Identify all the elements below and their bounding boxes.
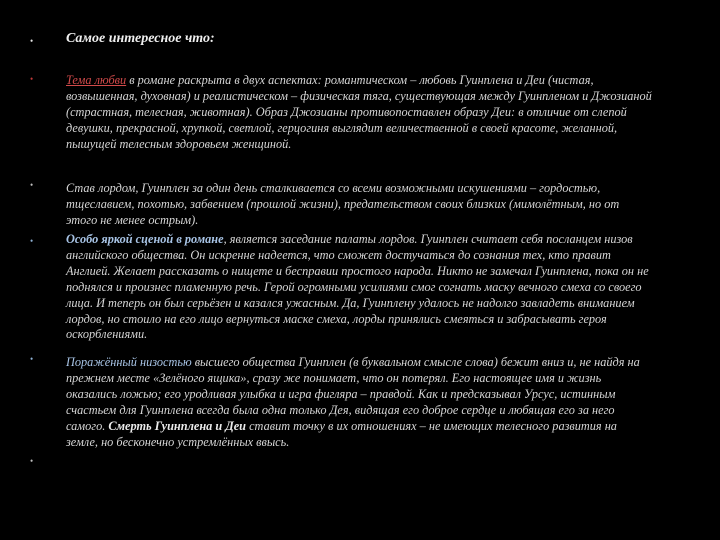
bullet-6: • bbox=[30, 456, 34, 466]
paragraph-ending bbox=[66, 355, 652, 450]
ending-text: высшего общества Гуинплен (в буквальном смысле слова) бежит вниз и, не найдя на прежнем месте «Зелёного ящика», сразу же понимает, что он потерял. Его настоящее имя и жизнь оказались ложью; его уродливая улыбка и игра фигляра – правдой. Как и предсказывал Урсус, истинным счастьем для Гуинплена всегда была одна только Дея, видящая его доброе сердце и любящая его за него самого. bbox=[66, 355, 640, 433]
love-theme-link[interactable]: Тема любви bbox=[66, 73, 127, 87]
lords-scene-highlight: Особо яркой сценой в романе bbox=[66, 232, 224, 246]
ending-highlight: Поражённый низостью bbox=[66, 355, 192, 369]
lord-temptations-text: Став лордом, Гуинплен за один день сталкивается со всеми возможными искушениями – гордостью, тщеславием, похотью, забвением (прошлой жизни), предательством своих близких (мимолётным, но от этого не менее острым). bbox=[66, 181, 620, 227]
bullet-2: • bbox=[30, 74, 34, 84]
slide-heading: Самое интересное что: bbox=[66, 31, 215, 46]
ending-tail: ставит точку в их отношениях – не имеющих телесного развития на земле, но бесконечно устремлённых ввысь. bbox=[66, 418, 617, 449]
paragraph-lords-scene bbox=[66, 232, 652, 343]
bullet-1: • bbox=[30, 36, 34, 46]
paragraph-love-theme bbox=[66, 73, 652, 153]
paragraph-lord-temptations bbox=[66, 181, 652, 229]
love-theme-text: в романе раскрыта в двух аспектах: романтическом – любовь Гуинплена и Деи (чистая, возвышенная, духовная) и реалистическом – физическая тяга, существующая между Гуинпленом и Джозианой (страстная, телесная, животная). Образ Джозианы противопоставлен образу Деи: в отличие от слепой девушки, прекрасной, хрупкой, светлой, герцогиня выглядит величественной в своей красоте, желанной, пышущей телесным здоровьем женщиной. bbox=[66, 73, 652, 151]
bullet-4: • bbox=[30, 236, 34, 246]
ending-strong: Смерть Гуинплена и Деи bbox=[108, 418, 247, 433]
lords-scene-text: , является заседание палаты лордов. Гуинплен считает себя посланцем низов английского общества. Он искренне надеется, что сможет достучаться до сознания тех, кто правит Англией. Желает рассказать о нищете и бесправии простого народа. Никто не замечал Гуинплена, пока он не поднялся и произнес пламенную речь. Герой огромными усилиями смог согнать маску вечного смеха со своего лица. И теперь он был серьёзен и казался ужасным. Да, Гуинплену удалось не надолго завладеть вниманием лордов, но стоило на его лицо вернуться маске смеха, лорды принялись смеяться и забрасывать героя оскорблениями. bbox=[66, 232, 649, 342]
bullet-5: • bbox=[30, 354, 34, 364]
bullet-3: • bbox=[30, 180, 34, 190]
